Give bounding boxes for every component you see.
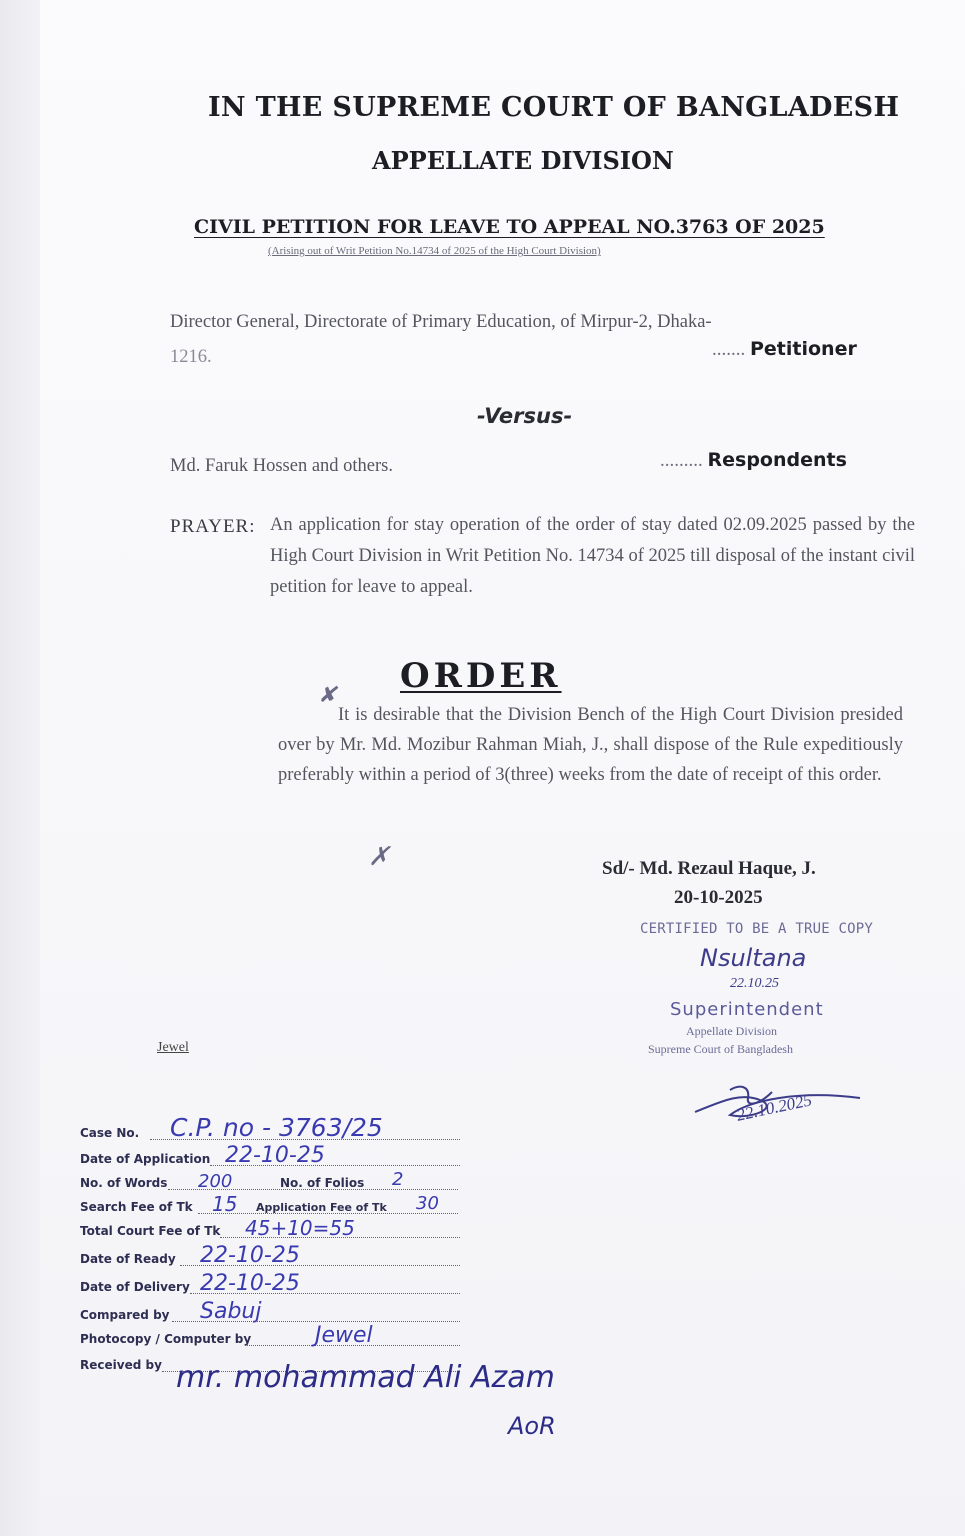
form-value-compared-by: Sabuj: [200, 1299, 262, 1324]
form-value-total-fee: 45+10=55: [245, 1216, 355, 1240]
form-label-folios: No. of Folios: [280, 1176, 365, 1190]
certified-stamp: CERTIFIED TO BE A TRUE COPY: [640, 921, 873, 937]
form-row-words: [80, 1170, 460, 1194]
case-title: CIVIL PETITION FOR LEAVE TO APPEAL NO.3763 OF 2025: [194, 216, 825, 238]
form-value-words: 200: [198, 1171, 233, 1192]
form-label-words: No. of Words: [80, 1176, 168, 1190]
superintendent-label: Superintendent: [670, 999, 824, 1020]
form-label-date-delivery: Date of Delivery: [80, 1280, 190, 1294]
form-row-fees: [80, 1194, 460, 1218]
form-value-photocopy-by: Jewel: [315, 1323, 373, 1348]
respondent-name: Md. Faruk Hossen and others.: [170, 456, 394, 476]
division-heading: APPELLATE DIVISION: [372, 146, 674, 175]
form-label-date-application: Date of Application: [80, 1152, 211, 1166]
arising-note: (Arising out of Writ Petition No.14734 of 2025 of the High Court Division): [268, 245, 601, 257]
versus-label: -Versus-: [477, 404, 573, 428]
superintendent-court: Supreme Court of Bangladesh: [648, 1042, 793, 1056]
form-label-case-no: Case No.: [80, 1126, 140, 1140]
form-label-search-fee: Search Fee of Tk: [80, 1200, 193, 1214]
form-value-search-fee: 15: [212, 1192, 238, 1216]
form-row-date-delivery: [80, 1271, 460, 1298]
order-text: It is desirable that the Division Bench of the High Court Division presided over by Mr. Md. Mozibur Rahman Miah, J., shall dispose of the Rule expeditiously preferably within a period of 3(three) weeks from the date of receipt of this order.: [278, 705, 903, 785]
form-label-compared-by: Compared by: [80, 1308, 170, 1322]
form-value-case-no: C.P. no - 3763/25: [170, 1113, 383, 1142]
form-row-photocopy-by: [80, 1323, 460, 1350]
form-label-date-ready: Date of Ready: [80, 1252, 176, 1266]
prayer-body-text: An application for stay operation of the order of stay dated 02.09.2025 passed by the High Court Division in Writ Petition No. 14734 of 2025 till disposal of the instant civil petition for leave to appeal.: [270, 515, 915, 597]
superintendent-division: Appellate Division: [686, 1024, 777, 1038]
petitioner-label: Petitioner: [750, 338, 857, 360]
petitioner-designation: [712, 338, 857, 361]
form-row-case-no: [80, 1113, 460, 1144]
respondent-designation: [660, 449, 847, 472]
form-row-total-fee: [80, 1218, 460, 1242]
form-value-application-fee: 30: [416, 1193, 439, 1214]
certifier-date: 22.10.25: [730, 976, 779, 991]
order-body: [278, 700, 903, 790]
form-value-date-application: 22-10-25: [225, 1143, 325, 1168]
form-label-application-fee: Application Fee of Tk: [256, 1201, 387, 1214]
form-value-date-delivery: 22-10-25: [200, 1271, 300, 1296]
initials-date: 22.10.2025: [734, 1090, 814, 1125]
tick-mark-2: ✗: [368, 842, 390, 871]
page-edge-shadow: [0, 0, 40, 1536]
judge-signature: Sd/- Md. Rezaul Haque, J.: [602, 858, 816, 879]
form-value-date-ready: 22-10-25: [200, 1243, 300, 1268]
order-date: 20-10-2025: [674, 887, 763, 908]
tick-mark-1: ✘: [318, 682, 337, 707]
prayer-label: PRAYER:: [170, 516, 256, 537]
form-row-date-ready: [80, 1243, 460, 1270]
initials-scribble: [690, 1080, 880, 1145]
prayer-text: [270, 510, 915, 603]
court-heading: IN THE SUPREME COURT OF BANGLADESH: [208, 92, 900, 123]
form-label-total-fee: Total Court Fee of Tk: [80, 1224, 221, 1238]
aor-mark: AoR: [508, 1412, 556, 1440]
form-label-received-by: Received by: [80, 1358, 162, 1372]
form-value-folios: 2: [392, 1169, 404, 1190]
certifier-signature: Nsultana: [700, 944, 807, 972]
clerk-name: Jewel: [157, 1040, 189, 1055]
received-by-signature: mr. mohammad Ali Azam: [176, 1360, 555, 1395]
petitioner-name-line1: Director General, Directorate of Primary Education, of Mirpur-2, Dhaka-: [170, 312, 712, 332]
petitioner-dots: .......: [712, 339, 746, 360]
form-label-photocopy-by: Photocopy / Computer by: [80, 1332, 252, 1346]
respondent-dots: .........: [660, 450, 703, 471]
petitioner-name-line2: 1216.: [170, 347, 212, 367]
respondent-label: Respondents: [707, 449, 847, 471]
order-title: ORDER: [400, 656, 562, 696]
form-row-date-application: [80, 1143, 460, 1170]
form-row-compared-by: [80, 1299, 460, 1326]
